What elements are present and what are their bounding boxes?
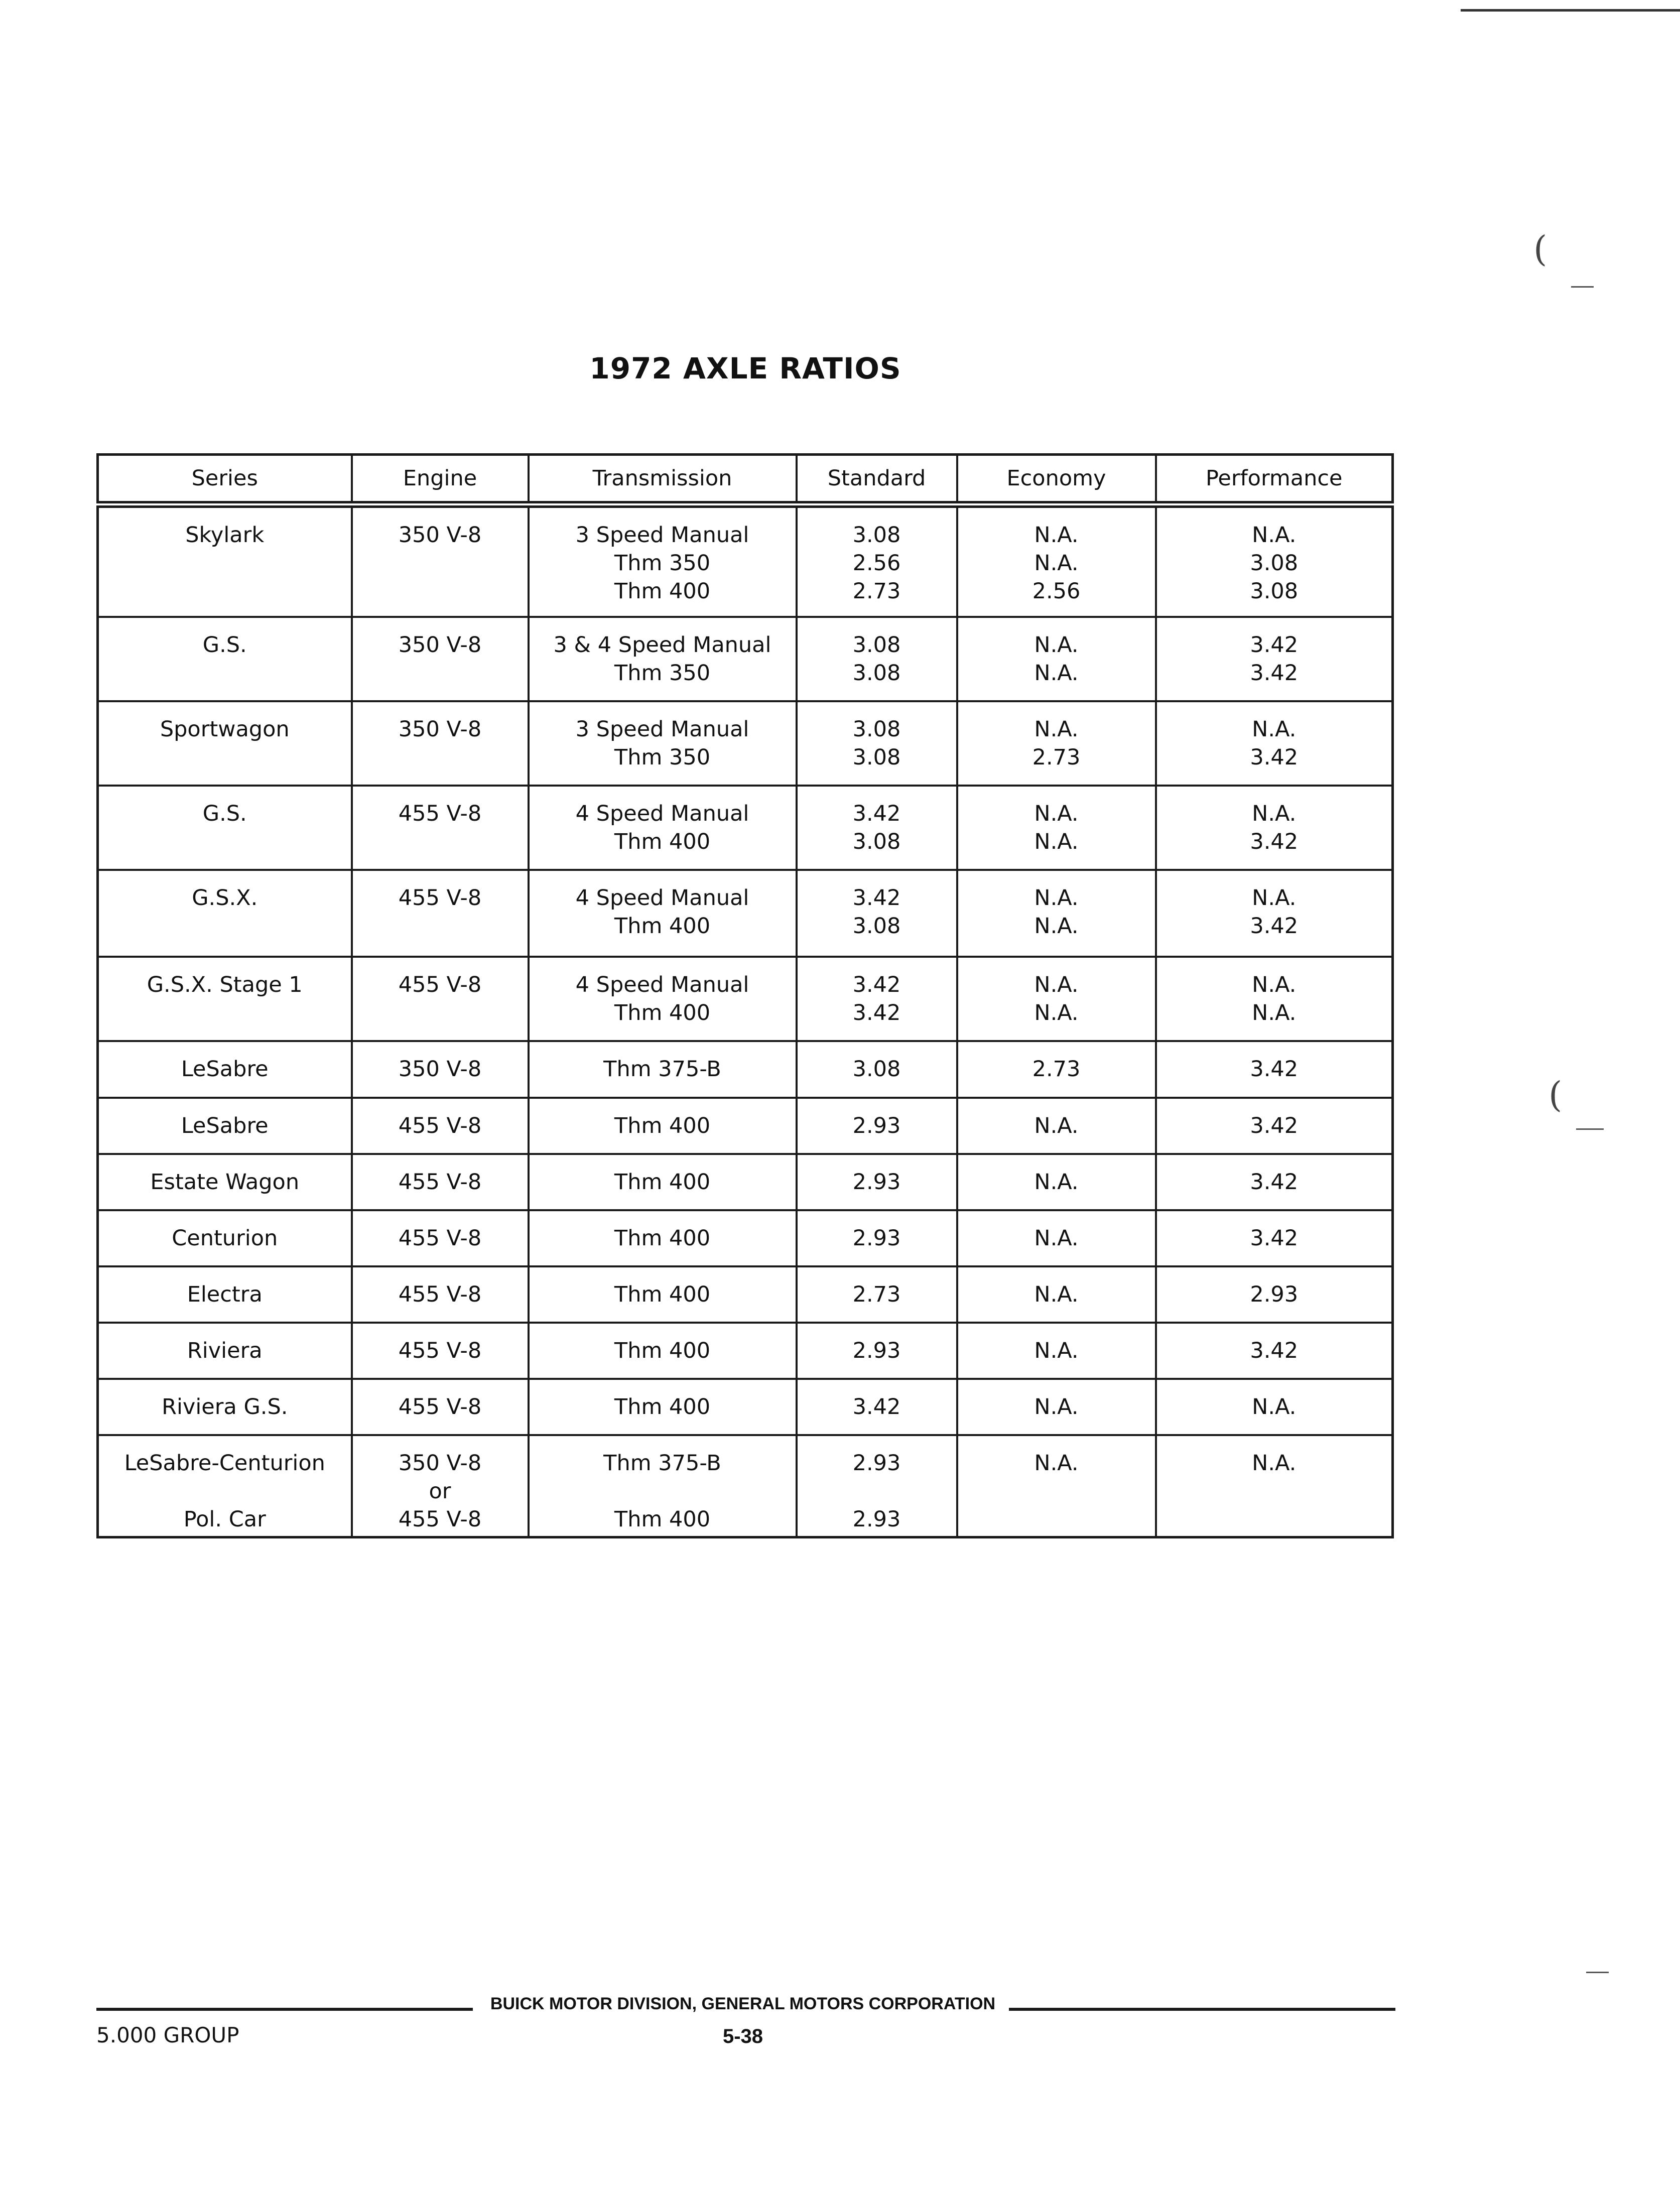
performance-value: 3.42 [1250, 745, 1299, 770]
transmission-cell [529, 1266, 797, 1323]
column-header: Series [98, 455, 352, 505]
transmission-cell [529, 1098, 797, 1154]
column-header: Engine [352, 455, 529, 505]
transmission-cell [529, 957, 797, 1041]
transmission-value: Thm 400 [614, 1000, 711, 1026]
transmission-value: Thm 400 [614, 1394, 711, 1420]
standard-cell [797, 504, 957, 617]
performance-cell [1156, 870, 1393, 957]
performance-value: N.A. [1252, 801, 1297, 827]
standard-cell [797, 870, 957, 957]
transmission-cell [529, 1435, 797, 1537]
economy-value: N.A. [1034, 1450, 1079, 1476]
series-value: LeSabre [181, 1057, 269, 1082]
series-value: G.S. [202, 801, 247, 827]
economy-cell [957, 1210, 1156, 1266]
series-cell [98, 1266, 352, 1323]
economy-value: 2.73 [1032, 1057, 1081, 1082]
performance-value: 3.42 [1250, 661, 1299, 686]
performance-cell [1156, 1041, 1393, 1097]
engine-value: 350 V-8 [398, 717, 482, 742]
engine-cell [352, 957, 529, 1041]
standard-cell [797, 957, 957, 1041]
series-value: G.S.X. [192, 885, 258, 911]
page-number: 5-38 [722, 2025, 763, 2047]
economy-cell [957, 786, 1156, 870]
table-row [98, 1323, 1393, 1379]
economy-value: N.A. [1034, 661, 1079, 686]
table-row [98, 1098, 1393, 1154]
economy-value: 2.73 [1032, 745, 1081, 770]
series-value: G.S.X. Stage 1 [147, 972, 303, 998]
economy-value: N.A. [1034, 1394, 1079, 1420]
transmission-value: 4 Speed Manual [575, 972, 749, 998]
performance-value: N.A. [1252, 1000, 1297, 1026]
standard-value: 2.73 [852, 579, 901, 604]
economy-value: 2.56 [1032, 579, 1081, 604]
economy-cell [957, 1323, 1156, 1379]
economy-cell [957, 957, 1156, 1041]
engine-value: 455 V-8 [398, 1338, 482, 1363]
standard-value: 2.93 [852, 1338, 901, 1363]
economy-value: N.A. [1034, 632, 1079, 658]
engine-cell [352, 1266, 529, 1323]
economy-value: N.A. [1034, 523, 1079, 548]
column-header: Standard [797, 455, 957, 505]
performance-value: 3.42 [1250, 632, 1299, 658]
economy-value: N.A. [1034, 1338, 1079, 1363]
performance-value: N.A. [1252, 717, 1297, 742]
transmission-value: Thm 375-B [603, 1057, 721, 1082]
series-cell [98, 957, 352, 1041]
standard-value: 3.42 [852, 972, 901, 998]
transmission-cell [529, 1154, 797, 1210]
performance-value: 3.42 [1250, 914, 1299, 939]
page-title: 1972 AXLE RATIOS [589, 351, 901, 385]
standard-value: 3.08 [852, 632, 901, 658]
standard-value: 3.08 [852, 717, 901, 742]
margin-mark: ( [1548, 1074, 1563, 1115]
column-header: Transmission [529, 455, 797, 505]
margin-tick [1571, 286, 1594, 288]
margin-mark: ( [1533, 228, 1547, 270]
performance-value: 3.42 [1250, 1057, 1299, 1082]
transmission-value: Thm 375-B [603, 1450, 721, 1476]
engine-value: 455 V-8 [398, 885, 482, 911]
margin-tick [1576, 1128, 1604, 1130]
footer-group: 5.000 GROUP [96, 2023, 239, 2047]
series-value: LeSabre [181, 1113, 269, 1138]
standard-value: 3.08 [852, 1057, 901, 1082]
engine-cell [352, 1041, 529, 1097]
performance-value: N.A. [1252, 523, 1297, 548]
engine-cell [352, 617, 529, 701]
economy-cell [957, 1435, 1156, 1537]
performance-value: 3.42 [1250, 1225, 1299, 1251]
standard-cell [797, 1098, 957, 1154]
table-row [98, 786, 1393, 870]
transmission-value: 3 Speed Manual [575, 717, 749, 742]
transmission-value: 4 Speed Manual [575, 801, 749, 827]
standard-cell [797, 1435, 957, 1537]
engine-cell [352, 870, 529, 957]
standard-value: 3.42 [852, 801, 901, 827]
performance-cell [1156, 1266, 1393, 1323]
engine-value: 350 V-8 [398, 632, 482, 658]
economy-cell [957, 504, 1156, 617]
performance-value: 2.93 [1250, 1281, 1299, 1307]
table-row [98, 1379, 1393, 1435]
transmission-cell [529, 1041, 797, 1097]
series-value: Riviera [187, 1338, 263, 1363]
standard-cell [797, 1210, 957, 1266]
table-row [98, 504, 1393, 617]
standard-value: 2.93 [852, 1506, 901, 1532]
engine-value: 455 V-8 [398, 1281, 482, 1307]
standard-value: 3.42 [852, 885, 901, 911]
economy-value: N.A. [1034, 972, 1079, 998]
engine-value: 455 V-8 [398, 1169, 482, 1195]
economy-value: N.A. [1034, 1169, 1079, 1195]
series-cell [98, 504, 352, 617]
series-cell [98, 617, 352, 701]
performance-cell [1156, 1098, 1393, 1154]
standard-cell [797, 1154, 957, 1210]
standard-cell [797, 1266, 957, 1323]
economy-cell [957, 870, 1156, 957]
performance-cell [1156, 701, 1393, 786]
engine-cell [352, 1210, 529, 1266]
engine-value: 455 V-8 [398, 1394, 482, 1420]
engine-cell [352, 1435, 529, 1537]
transmission-value: Thm 400 [614, 1225, 711, 1251]
performance-cell [1156, 786, 1393, 870]
engine-value: 455 V-8 [398, 1506, 482, 1532]
engine-cell [352, 504, 529, 617]
standard-value: 2.93 [852, 1113, 901, 1138]
standard-cell [797, 1323, 957, 1379]
transmission-value: 4 Speed Manual [575, 885, 749, 911]
engine-value: 350 V-8 [398, 1057, 482, 1082]
economy-cell [957, 1041, 1156, 1097]
standard-value: 3.42 [852, 1000, 901, 1026]
top-edge-rule [1461, 9, 1680, 12]
footer-rule [96, 2008, 473, 2011]
economy-cell [957, 1266, 1156, 1323]
footer-corporation: BUICK MOTOR DIVISION, GENERAL MOTORS CORPORATION [490, 1994, 996, 2013]
performance-cell [1156, 1435, 1393, 1537]
performance-cell [1156, 1210, 1393, 1266]
performance-value: 3.08 [1250, 579, 1299, 604]
series-cell [98, 870, 352, 957]
transmission-value: 3 Speed Manual [575, 523, 749, 548]
economy-cell [957, 1098, 1156, 1154]
engine-cell [352, 786, 529, 870]
standard-cell [797, 1379, 957, 1435]
engine-value: 455 V-8 [398, 1113, 482, 1138]
economy-cell [957, 617, 1156, 701]
economy-cell [957, 1379, 1156, 1435]
table-row [98, 957, 1393, 1041]
series-value: Skylark [185, 523, 265, 548]
transmission-value: Thm 400 [614, 1338, 711, 1363]
transmission-value: Thm 400 [614, 1169, 711, 1195]
series-value: Centurion [172, 1225, 278, 1251]
transmission-value: Thm 400 [614, 829, 711, 855]
economy-value: N.A. [1034, 717, 1079, 742]
economy-value: N.A. [1034, 829, 1079, 855]
series-cell [98, 1210, 352, 1266]
economy-value: N.A. [1034, 885, 1079, 911]
standard-value: 2.56 [852, 551, 901, 576]
transmission-value: Thm 400 [614, 1281, 711, 1307]
performance-value: N.A. [1252, 1450, 1297, 1476]
table-row [98, 1266, 1393, 1323]
table-row [98, 1435, 1393, 1537]
performance-value: N.A. [1252, 972, 1297, 998]
standard-cell [797, 701, 957, 786]
transmission-cell [529, 504, 797, 617]
table-row [98, 617, 1393, 701]
engine-cell [352, 701, 529, 786]
standard-value: 3.08 [852, 829, 901, 855]
economy-value: N.A. [1034, 551, 1079, 576]
engine-cell [352, 1154, 529, 1210]
standard-value: 2.93 [852, 1169, 901, 1195]
performance-value: 3.42 [1250, 1338, 1299, 1363]
series-value [99, 1477, 351, 1505]
performance-cell [1156, 1323, 1393, 1379]
table-body [98, 504, 1393, 1537]
standard-value: 3.42 [852, 1394, 901, 1420]
axle-ratio-table [96, 453, 1394, 1538]
engine-value: 455 V-8 [398, 1225, 482, 1251]
economy-value: N.A. [1034, 1225, 1079, 1251]
transmission-value: 3 & 4 Speed Manual [553, 632, 771, 658]
performance-value: 3.08 [1250, 551, 1299, 576]
engine-value: 350 V-8 [398, 1450, 482, 1476]
transmission-cell [529, 786, 797, 870]
standard-value: 3.08 [852, 523, 901, 548]
transmission-cell [529, 870, 797, 957]
transmission-cell [529, 701, 797, 786]
performance-value: 3.42 [1250, 1113, 1299, 1138]
performance-cell [1156, 504, 1393, 617]
table-row [98, 701, 1393, 786]
economy-value: N.A. [1034, 1281, 1079, 1307]
table-header-row [98, 455, 1393, 505]
engine-value: 455 V-8 [398, 972, 482, 998]
column-header: Economy [957, 455, 1156, 505]
transmission-value [530, 1477, 796, 1505]
series-cell [98, 1098, 352, 1154]
standard-cell [797, 1041, 957, 1097]
performance-cell [1156, 1379, 1393, 1435]
series-value: Electra [187, 1281, 263, 1307]
series-cell [98, 1154, 352, 1210]
standard-value: 2.93 [852, 1225, 901, 1251]
transmission-value: Thm 350 [614, 745, 711, 770]
engine-value: or [429, 1478, 451, 1504]
footer-rule [1009, 2008, 1395, 2011]
performance-value: N.A. [1252, 885, 1297, 911]
table-row [98, 870, 1393, 957]
engine-cell [352, 1379, 529, 1435]
standard-value: 2.73 [852, 1281, 901, 1307]
engine-value: 350 V-8 [398, 523, 482, 548]
performance-value: 3.42 [1250, 1169, 1299, 1195]
transmission-value: Thm 400 [614, 1113, 711, 1138]
transmission-cell [529, 1379, 797, 1435]
economy-cell [957, 701, 1156, 786]
transmission-value: Thm 350 [614, 551, 711, 576]
transmission-cell [529, 617, 797, 701]
standard-cell [797, 786, 957, 870]
standard-value: 3.08 [852, 745, 901, 770]
performance-cell [1156, 957, 1393, 1041]
series-value: Estate Wagon [150, 1169, 300, 1195]
margin-tick [1586, 1972, 1609, 1973]
series-cell [98, 1435, 352, 1537]
performance-cell [1156, 617, 1393, 701]
economy-value: N.A. [1034, 914, 1079, 939]
transmission-value: Thm 350 [614, 661, 711, 686]
table-row [98, 1041, 1393, 1097]
standard-value: 3.08 [852, 914, 901, 939]
series-value: Riviera G.S. [162, 1394, 288, 1420]
standard-cell [797, 617, 957, 701]
engine-cell [352, 1098, 529, 1154]
engine-value: 455 V-8 [398, 801, 482, 827]
economy-value: N.A. [1034, 1113, 1079, 1138]
series-cell [98, 701, 352, 786]
performance-value: N.A. [1252, 1394, 1297, 1420]
table-row [98, 1210, 1393, 1266]
standard-value: 3.08 [852, 661, 901, 686]
series-value: G.S. [202, 632, 247, 658]
series-value: LeSabre-Centurion [124, 1450, 325, 1476]
column-header: Performance [1156, 455, 1393, 505]
series-cell [98, 1379, 352, 1435]
series-cell [98, 786, 352, 870]
transmission-value: Thm 400 [614, 914, 711, 939]
performance-cell [1156, 1154, 1393, 1210]
performance-value: 3.42 [1250, 829, 1299, 855]
series-cell [98, 1323, 352, 1379]
standard-value: 2.93 [852, 1450, 901, 1476]
series-cell [98, 1041, 352, 1097]
table-row [98, 1154, 1393, 1210]
transmission-value: Thm 400 [614, 579, 711, 604]
transmission-value: Thm 400 [614, 1506, 711, 1532]
transmission-cell [529, 1210, 797, 1266]
engine-cell [352, 1323, 529, 1379]
series-value: Pol. Car [183, 1506, 266, 1532]
series-value: Sportwagon [160, 717, 290, 742]
standard-value [798, 1477, 956, 1505]
economy-value: N.A. [1034, 1000, 1079, 1026]
economy-cell [957, 1154, 1156, 1210]
economy-value: N.A. [1034, 801, 1079, 827]
transmission-cell [529, 1323, 797, 1379]
